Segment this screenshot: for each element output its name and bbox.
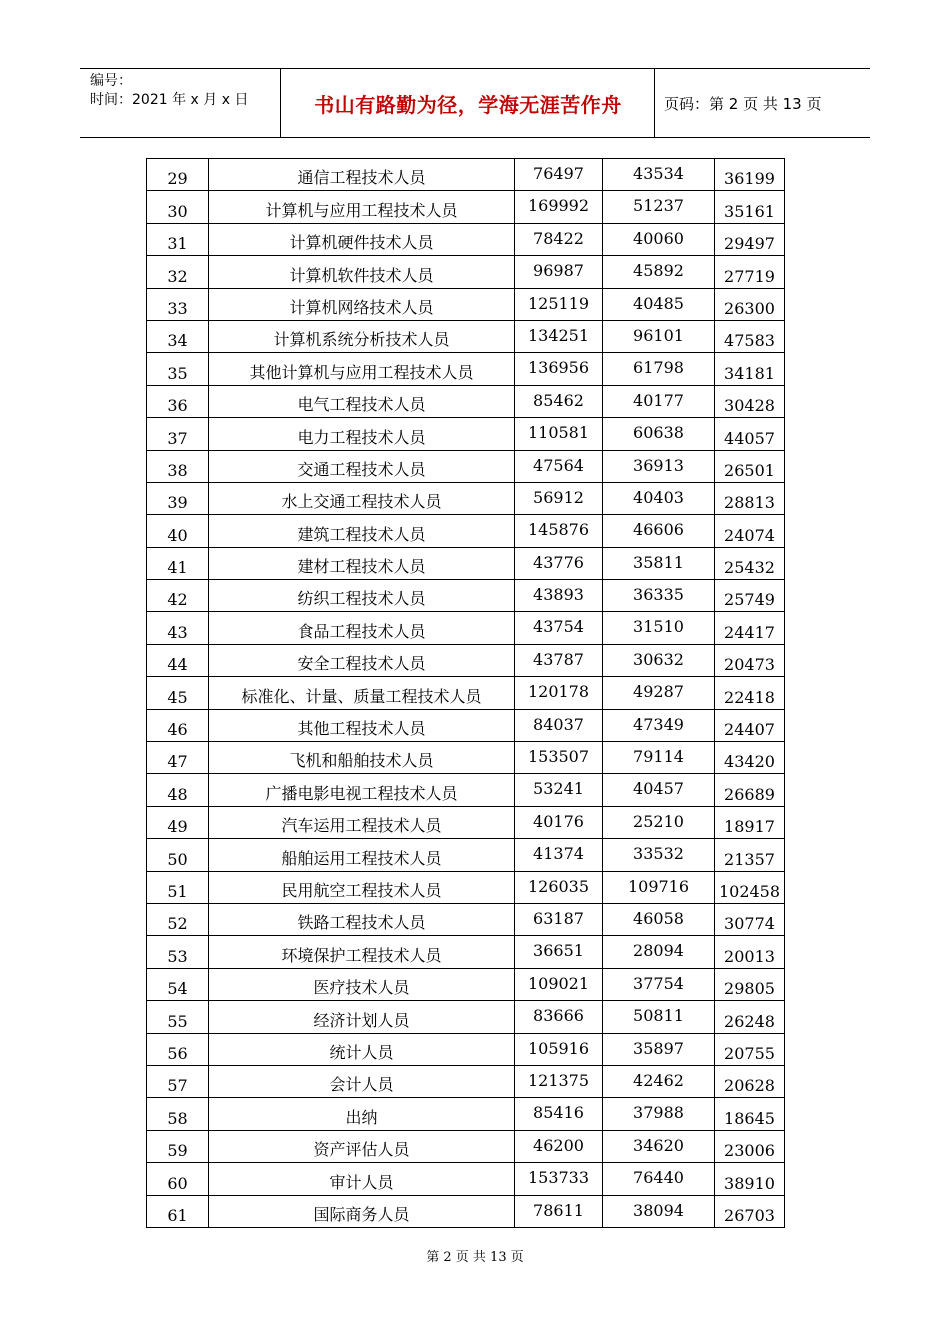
row-number: 60	[147, 1163, 209, 1195]
row-number: 51	[147, 871, 209, 903]
row-number: 54	[147, 968, 209, 1000]
occupation-name: 民用航空工程技术人员	[209, 871, 515, 903]
value-mid: 37754	[603, 968, 715, 1000]
value-high: 121375	[515, 1065, 603, 1097]
value-mid: 50811	[603, 1001, 715, 1033]
value-mid: 28094	[603, 936, 715, 968]
table-row	[147, 968, 785, 1000]
occupation-name: 食品工程技术人员	[209, 612, 515, 644]
occupation-name: 计算机网络技术人员	[209, 288, 515, 320]
value-high: 78422	[515, 223, 603, 255]
table-row	[147, 839, 785, 871]
row-number: 53	[147, 936, 209, 968]
occupation-name: 计算机系统分析技术人员	[209, 320, 515, 352]
table-row	[147, 191, 785, 223]
value-low: 26703	[715, 1195, 785, 1227]
value-mid: 38094	[603, 1195, 715, 1227]
value-high: 40176	[515, 806, 603, 838]
value-high: 169992	[515, 191, 603, 223]
occupation-name: 船舶运用工程技术人员	[209, 839, 515, 871]
row-number: 42	[147, 580, 209, 612]
value-low: 102458	[715, 871, 785, 903]
value-low: 44057	[715, 418, 785, 450]
occupation-name: 出纳	[209, 1098, 515, 1130]
table-row	[147, 482, 785, 514]
value-mid: 79114	[603, 742, 715, 774]
value-low: 36199	[715, 159, 785, 191]
row-number: 33	[147, 288, 209, 320]
header-motto: 书山有路勤为径，学海无涯苦作舟	[282, 69, 655, 137]
table-row	[147, 418, 785, 450]
row-number: 37	[147, 418, 209, 450]
occupation-name: 计算机与应用工程技术人员	[209, 191, 515, 223]
value-mid: 42462	[603, 1065, 715, 1097]
value-mid: 34620	[603, 1130, 715, 1162]
table-row	[147, 644, 785, 676]
row-number: 58	[147, 1098, 209, 1130]
table-row	[147, 547, 785, 579]
table-row	[147, 1065, 785, 1097]
value-mid: 36335	[603, 580, 715, 612]
value-low: 20473	[715, 644, 785, 676]
table-row	[147, 677, 785, 709]
value-low: 43420	[715, 742, 785, 774]
table-row	[147, 1001, 785, 1033]
value-low: 21357	[715, 839, 785, 871]
occupation-name: 计算机硬件技术人员	[209, 223, 515, 255]
occupation-name: 电气工程技术人员	[209, 385, 515, 417]
table-row	[147, 871, 785, 903]
value-low: 26300	[715, 288, 785, 320]
row-number: 49	[147, 806, 209, 838]
row-number: 35	[147, 353, 209, 385]
value-mid: 30632	[603, 644, 715, 676]
occupation-name: 统计人员	[209, 1033, 515, 1065]
value-high: 105916	[515, 1033, 603, 1065]
table-row	[147, 320, 785, 352]
row-number: 47	[147, 742, 209, 774]
occupation-name: 其他工程技术人员	[209, 709, 515, 741]
value-low: 20628	[715, 1065, 785, 1097]
value-high: 153733	[515, 1163, 603, 1195]
value-high: 56912	[515, 482, 603, 514]
occupation-name: 经济计划人员	[209, 1001, 515, 1033]
row-number: 59	[147, 1130, 209, 1162]
value-mid: 40485	[603, 288, 715, 320]
value-low: 23006	[715, 1130, 785, 1162]
value-low: 18645	[715, 1098, 785, 1130]
value-high: 153507	[515, 742, 603, 774]
row-number: 57	[147, 1065, 209, 1097]
value-mid: 51237	[603, 191, 715, 223]
occupation-name: 审计人员	[209, 1163, 515, 1195]
table-row	[147, 742, 785, 774]
row-number: 40	[147, 515, 209, 547]
value-low: 24074	[715, 515, 785, 547]
value-high: 43754	[515, 612, 603, 644]
table-row	[147, 580, 785, 612]
value-low: 27719	[715, 256, 785, 288]
occupation-name: 标准化、计量、质量工程技术人员	[209, 677, 515, 709]
table-row	[147, 1033, 785, 1065]
value-mid: 46058	[603, 903, 715, 935]
occupation-name: 建筑工程技术人员	[209, 515, 515, 547]
value-low: 26689	[715, 774, 785, 806]
table-row	[147, 1195, 785, 1227]
value-mid: 40177	[603, 385, 715, 417]
row-number: 31	[147, 223, 209, 255]
occupation-salary-table	[146, 158, 785, 1228]
value-high: 43776	[515, 547, 603, 579]
occupation-name: 国际商务人员	[209, 1195, 515, 1227]
value-high: 78611	[515, 1195, 603, 1227]
table-row	[147, 353, 785, 385]
table-row	[147, 159, 785, 191]
value-mid: 61798	[603, 353, 715, 385]
table-row	[147, 288, 785, 320]
value-mid: 46606	[603, 515, 715, 547]
row-number: 41	[147, 547, 209, 579]
value-mid: 33532	[603, 839, 715, 871]
value-high: 126035	[515, 871, 603, 903]
occupation-name: 医疗技术人员	[209, 968, 515, 1000]
occupation-name: 环境保护工程技术人员	[209, 936, 515, 968]
row-number: 29	[147, 159, 209, 191]
occupation-name: 其他计算机与应用工程技术人员	[209, 353, 515, 385]
row-number: 30	[147, 191, 209, 223]
occupation-name: 水上交通工程技术人员	[209, 482, 515, 514]
value-high: 43787	[515, 644, 603, 676]
value-low: 20013	[715, 936, 785, 968]
value-low: 34181	[715, 353, 785, 385]
value-high: 46200	[515, 1130, 603, 1162]
value-high: 47564	[515, 450, 603, 482]
row-number: 32	[147, 256, 209, 288]
row-number: 43	[147, 612, 209, 644]
value-mid: 43534	[603, 159, 715, 191]
value-high: 85462	[515, 385, 603, 417]
row-number: 34	[147, 320, 209, 352]
header-info-cell	[80, 69, 281, 137]
row-number: 39	[147, 482, 209, 514]
occupation-name: 资产评估人员	[209, 1130, 515, 1162]
table-row	[147, 515, 785, 547]
value-mid: 76440	[603, 1163, 715, 1195]
value-low: 24417	[715, 612, 785, 644]
value-high: 53241	[515, 774, 603, 806]
value-high: 136956	[515, 353, 603, 385]
value-high: 76497	[515, 159, 603, 191]
document-time-label: 时间：2021 年 x 月 x 日	[90, 92, 249, 108]
value-high: 84037	[515, 709, 603, 741]
row-number: 38	[147, 450, 209, 482]
occupation-name: 电力工程技术人员	[209, 418, 515, 450]
value-low: 35161	[715, 191, 785, 223]
value-mid: 40060	[603, 223, 715, 255]
value-low: 26248	[715, 1001, 785, 1033]
occupation-name: 交通工程技术人员	[209, 450, 515, 482]
row-number: 46	[147, 709, 209, 741]
value-high: 96987	[515, 256, 603, 288]
value-low: 25432	[715, 547, 785, 579]
value-mid: 31510	[603, 612, 715, 644]
value-low: 30774	[715, 903, 785, 935]
value-mid: 109716	[603, 871, 715, 903]
value-high: 85416	[515, 1098, 603, 1130]
row-number: 56	[147, 1033, 209, 1065]
table-row	[147, 256, 785, 288]
table-row	[147, 450, 785, 482]
value-low: 38910	[715, 1163, 785, 1195]
value-mid: 47349	[603, 709, 715, 741]
value-low: 25749	[715, 580, 785, 612]
value-mid: 37988	[603, 1098, 715, 1130]
table-row	[147, 936, 785, 968]
document-number-label: 编号：	[90, 73, 132, 89]
value-low: 22418	[715, 677, 785, 709]
table-row	[147, 1098, 785, 1130]
page-header	[80, 68, 870, 138]
occupation-name: 通信工程技术人员	[209, 159, 515, 191]
value-mid: 36913	[603, 450, 715, 482]
value-mid: 45892	[603, 256, 715, 288]
value-high: 41374	[515, 839, 603, 871]
row-number: 45	[147, 677, 209, 709]
row-number: 36	[147, 385, 209, 417]
row-number: 44	[147, 644, 209, 676]
table-row	[147, 1130, 785, 1162]
occupation-name: 计算机软件技术人员	[209, 256, 515, 288]
value-high: 36651	[515, 936, 603, 968]
table-row	[147, 612, 785, 644]
value-high: 110581	[515, 418, 603, 450]
table-row	[147, 774, 785, 806]
header-page-code: 页码：第 2 页 共 13 页	[664, 94, 822, 113]
row-number: 48	[147, 774, 209, 806]
value-low: 30428	[715, 385, 785, 417]
table-row	[147, 1163, 785, 1195]
row-number: 50	[147, 839, 209, 871]
table-row	[147, 806, 785, 838]
occupation-name: 铁路工程技术人员	[209, 903, 515, 935]
value-mid: 49287	[603, 677, 715, 709]
value-low: 24407	[715, 709, 785, 741]
value-high: 43893	[515, 580, 603, 612]
value-low: 29497	[715, 223, 785, 255]
row-number: 61	[147, 1195, 209, 1227]
table-row	[147, 223, 785, 255]
value-high: 145876	[515, 515, 603, 547]
value-mid: 60638	[603, 418, 715, 450]
value-low: 20755	[715, 1033, 785, 1065]
occupation-name: 建材工程技术人员	[209, 547, 515, 579]
value-high: 109021	[515, 968, 603, 1000]
page-footer: 第 2 页 共 13 页	[426, 1250, 524, 1265]
value-low: 26501	[715, 450, 785, 482]
table-row	[147, 903, 785, 935]
value-high: 120178	[515, 677, 603, 709]
value-low: 29805	[715, 968, 785, 1000]
occupation-name: 广播电影电视工程技术人员	[209, 774, 515, 806]
occupation-name: 纺织工程技术人员	[209, 580, 515, 612]
occupation-name: 安全工程技术人员	[209, 644, 515, 676]
value-low: 47583	[715, 320, 785, 352]
table-row	[147, 385, 785, 417]
value-mid: 40457	[603, 774, 715, 806]
row-number: 55	[147, 1001, 209, 1033]
value-high: 125119	[515, 288, 603, 320]
value-low: 18917	[715, 806, 785, 838]
occupation-name: 飞机和船舶技术人员	[209, 742, 515, 774]
row-number: 52	[147, 903, 209, 935]
value-mid: 35811	[603, 547, 715, 579]
value-mid: 35897	[603, 1033, 715, 1065]
value-low: 28813	[715, 482, 785, 514]
value-mid: 96101	[603, 320, 715, 352]
occupation-name: 汽车运用工程技术人员	[209, 806, 515, 838]
occupation-name: 会计人员	[209, 1065, 515, 1097]
value-high: 83666	[515, 1001, 603, 1033]
value-mid: 40403	[603, 482, 715, 514]
value-high: 134251	[515, 320, 603, 352]
value-high: 63187	[515, 903, 603, 935]
value-mid: 25210	[603, 806, 715, 838]
table-row	[147, 709, 785, 741]
